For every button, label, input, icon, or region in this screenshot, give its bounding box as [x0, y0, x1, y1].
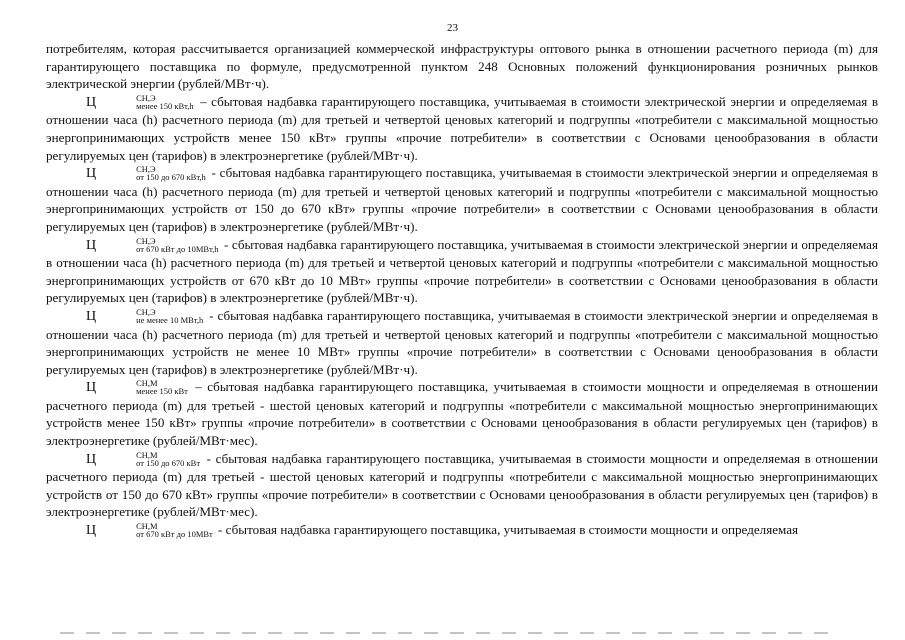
formula-indices	[96, 237, 218, 253]
definition-paragraph	[46, 378, 878, 449]
formula-symbol: Ц	[86, 451, 97, 467]
definition-paragraph	[46, 93, 878, 164]
page-number: 23	[447, 22, 458, 34]
formula-superscript: СН,М	[136, 449, 158, 460]
definition-paragraph	[46, 450, 878, 521]
formula-superscript: СН,М	[136, 378, 158, 389]
definition-paragraph	[46, 307, 878, 378]
formula-symbol: Ц	[86, 380, 97, 396]
definition-paragraph	[46, 236, 878, 307]
intro-paragraph: потребителям, которая рассчитывается организацией коммерческой инфраструктуры оптового рынка в отношении расчетного периода (m) для гарантирующего поставщика по формуле, предусмотренной пунктом 248 Основных положений функционирования розничных рынков электрической энергии (рублей/МВт·ч).	[46, 41, 878, 92]
formula-symbol: Ц	[86, 94, 97, 110]
formula-symbol: Ц	[86, 523, 97, 539]
definition-paragraph	[46, 164, 878, 235]
definition-text: - сбытовая надбавка гарантирующего поставщика, учитываемая в стоимости электрической энергии и определяемая в отношении часа (h) расчетного периода (m) для третьей и четвертой ценовых категорий и подгруппы «потребители с максимальной мощностью энергопринимающих устройств не менее 10 МВт» группы «прочие потребители» в соответствии с Основами ценообразования в области регулируемых цен (тарифов) в электроэнергетике (рублей/МВт·ч).	[46, 307, 878, 377]
formula-symbol: Ц	[86, 237, 97, 253]
formula-symbol: Ц	[86, 308, 97, 324]
formula-indices	[96, 522, 213, 538]
formula-subscript: не менее 10 МВт,h	[136, 314, 204, 325]
definition-text: – сбытовая надбавка гарантирующего поставщика, учитываемая в стоимости электрической энергии и определяемая в отношении часа (h) расчетного периода (m) для третьей и четвертой ценовых категорий и подгруппы «потребители с максимальной мощностью энергопринимающих устройств менее 150 кВт» группы «прочие потребители» в соответствии с Основами ценообразования в области регулируемых цен (тарифов) в электроэнергетике (рублей/МВт·ч).	[46, 93, 878, 163]
definition-text: - сбытовая надбавка гарантирующего поставщика, учитываемая в стоимости электрической энергии и определяемая в отношении часа (h) расчетного периода (m) для третьей и четвертой ценовых категорий и подгруппы «потребители с максимальной мощностью энергопринимающих устройств от 150 до 670 кВт» группы «прочие потребители» в соответствии с Основами ценообразования в области регулируемых цен (тарифов) в электроэнергетике (рублей/МВт·ч).	[46, 165, 878, 234]
formula-indices	[96, 165, 206, 181]
formula-subscript: менее 150 кВт	[136, 386, 188, 397]
definition-text: - сбытовая надбавка гарантирующего поставщика, учитываемая в стоимости электрической энергии и определяемая в отношении часа (h) расчетного периода (m) для третьей и четвертой ценовых категорий и подгруппы «потребители с максимальной мощностью энергопринимающих устройств от 670 кВт до 10 МВт» группы «прочие потребители» в соответствии с Основами ценообразования в области регулируемых цен (тарифов) в электроэнергетике (рублей/МВт·ч).	[46, 236, 878, 306]
formula-superscript: СН,Э	[136, 92, 156, 103]
formula-subscript: от 670 кВт до 10МВт,h	[136, 243, 219, 254]
definition-text: - сбытовая надбавка гарантирующего поставщика, учитываемая в стоимости мощности и определяемая в отношении расчетного периода (m) для третьей - шестой ценовых категорий и подгруппы «потребители с максимальной мощностью энергопринимающих устройств от 150 до 670 кВт» группы «прочие потребители» в соответствии с Основами ценообразования в области регулируемых цен (тарифов) в электроэнергетике (рублей/МВт·мес).	[46, 450, 878, 520]
formula-superscript: СН,М	[136, 521, 158, 532]
formula-subscript: от 670 кВт до 10МВт	[136, 529, 213, 540]
formula-indices	[96, 308, 203, 324]
formula-superscript: СН,Э	[136, 164, 156, 175]
formula-indices	[96, 379, 188, 395]
formula-symbol: Ц	[86, 166, 97, 182]
page-bottom-edge	[60, 632, 840, 634]
document-body	[46, 40, 878, 540]
formula-subscript: менее 150 кВт,h	[136, 100, 194, 111]
formula-subscript: от 150 до 670 кВт,h	[136, 172, 206, 183]
formula-indices	[96, 94, 194, 110]
definition-text: - сбытовая надбавка гарантирующего поставщика, учитываемая в стоимости мощности и определяемая	[214, 522, 799, 538]
formula-superscript: СН,Э	[136, 306, 156, 317]
formula-subscript: от 150 до 670 кВт	[136, 457, 201, 468]
definition-text: – сбытовая надбавка гарантирующего поставщика, учитываемая в стоимости мощности и определяемая в отношении расчетного периода (m) для третьей - шестой ценовых категорий и подгруппы «потребители с максимальной мощностью энергопринимающих устройств менее 150 кВт» группы «прочие потребители» в соответствии с Основами ценообразования в области регулируемых цен (тарифов) в электроэнергетике (рублей/МВт·мес).	[46, 379, 878, 449]
formula-indices	[96, 451, 200, 467]
formula-superscript: СН,Э	[136, 235, 156, 246]
definition-paragraph	[46, 521, 878, 540]
